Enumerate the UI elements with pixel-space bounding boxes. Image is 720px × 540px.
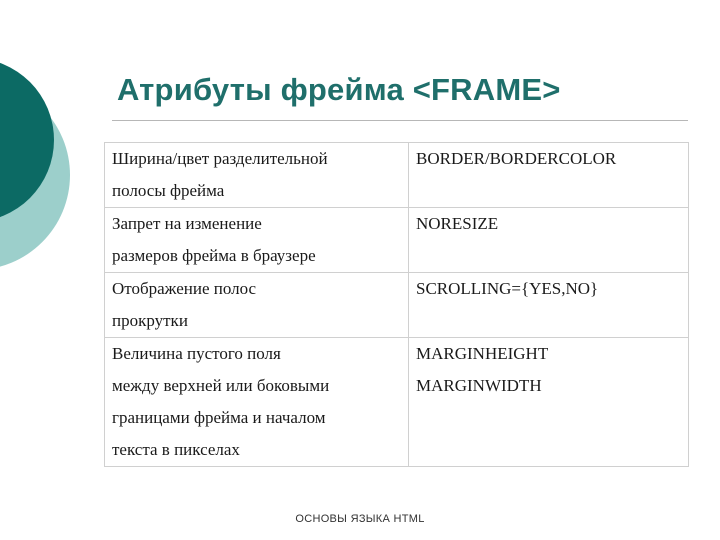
title-divider [112, 120, 688, 121]
table-row [105, 208, 689, 273]
attribute-name: NORESIZE [409, 208, 689, 273]
decorative-circles [0, 0, 90, 300]
attribute-description: Запрет на изменение размеров фрейма в браузере [105, 208, 409, 273]
attribute-name: MARGINHEIGHT MARGINWIDTH [409, 338, 689, 467]
attribute-description: Отображение полос прокрутки [105, 273, 409, 338]
attribute-description: Величина пустого поля между верхней или боковыми границами фрейма и началом текста в пикселах [105, 338, 409, 467]
table-row [105, 338, 689, 467]
table-row [105, 273, 689, 338]
attribute-name: BORDER/BORDERCOLOR [409, 143, 689, 208]
attribute-description: Ширина/цвет разделительной полосы фрейма [105, 143, 409, 208]
slide-footer: ОСНОВЫ ЯЗЫКА HTML [295, 513, 425, 525]
frame-attributes-table [104, 142, 689, 467]
table-row [105, 143, 689, 208]
slide-title: Атрибуты фрейма <FRAME> [117, 72, 561, 107]
attribute-name: SCROLLING={YES,NO} [409, 273, 689, 338]
